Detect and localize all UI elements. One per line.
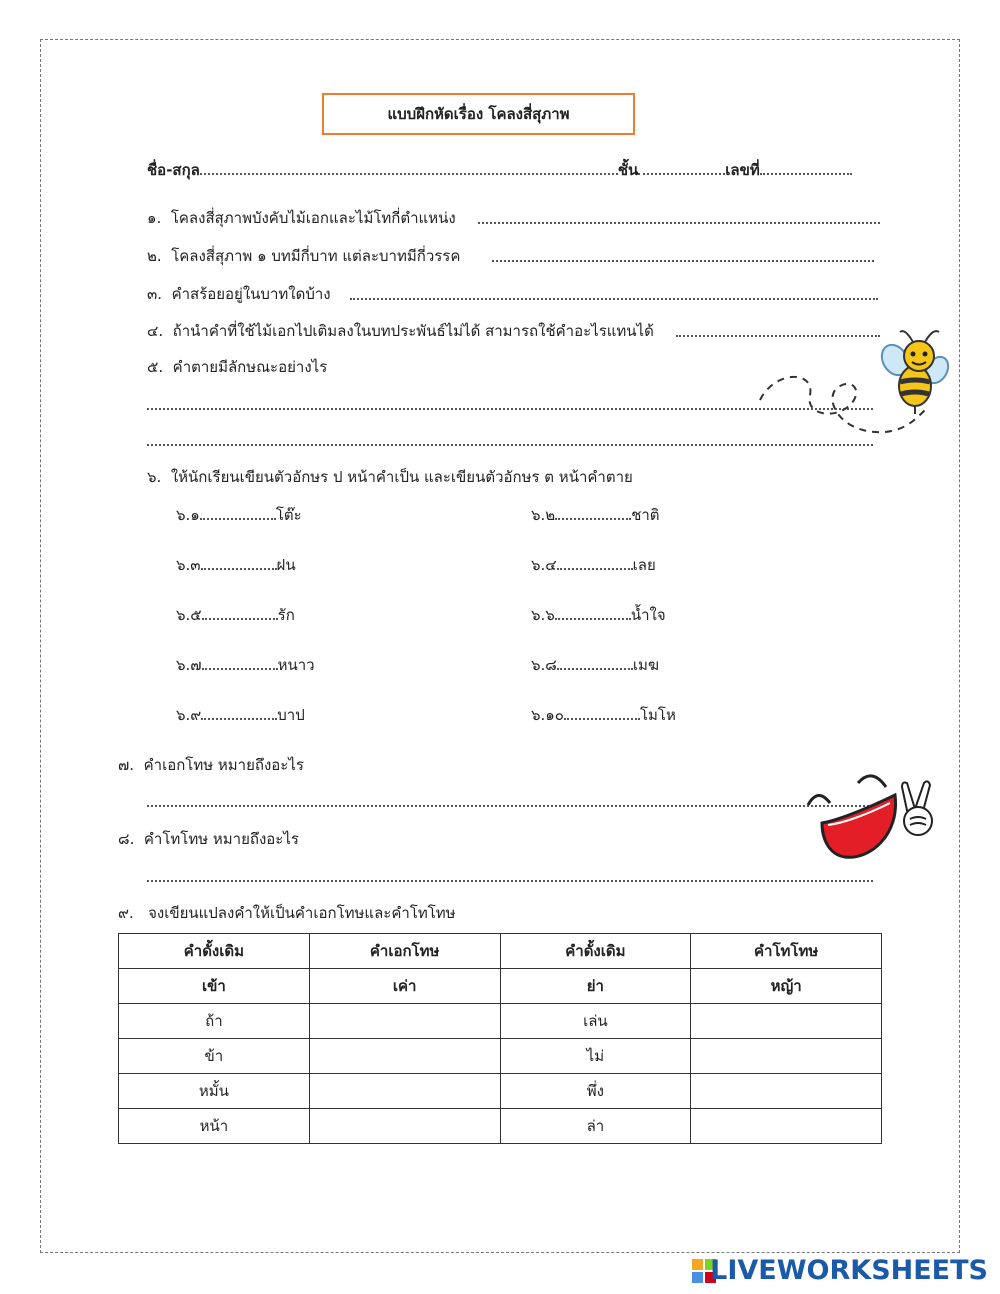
table-row bbox=[119, 1039, 882, 1074]
item-number: ๖.๑๐ bbox=[531, 706, 564, 724]
question-number: ๒. bbox=[147, 247, 162, 265]
answer-line-7[interactable] bbox=[147, 805, 873, 807]
question-text: ถ้านำคำที่ใช้ไม้เอกไปเติมลงในบทประพันธ์ไม่ได้ สามารถใช้คำอะไรแทนได้ bbox=[172, 322, 654, 340]
answer-cell[interactable] bbox=[691, 1039, 882, 1074]
question-text: คำสร้อยอยู่ในบาทใดบ้าง bbox=[171, 285, 331, 303]
class-field[interactable] bbox=[638, 159, 725, 175]
answer-line-2[interactable] bbox=[492, 260, 874, 262]
question-6 bbox=[147, 466, 633, 488]
item-number: ๖.๖ bbox=[531, 606, 555, 624]
column-header: คำเอกโทษ bbox=[309, 934, 500, 969]
item-number: ๖.๓ bbox=[176, 556, 201, 574]
item-word: บาป bbox=[277, 706, 305, 724]
question-3 bbox=[147, 283, 331, 305]
question-number: ๗. bbox=[118, 756, 135, 774]
question-7 bbox=[118, 754, 304, 776]
item-number: ๖.๔ bbox=[531, 556, 557, 574]
item-word: น้ำใจ bbox=[630, 606, 666, 624]
answer-cell[interactable] bbox=[309, 1004, 500, 1039]
table-cell: เข้า bbox=[119, 969, 310, 1004]
answer-cell[interactable] bbox=[691, 1109, 882, 1144]
question-number: ๙. bbox=[118, 904, 134, 922]
table-row bbox=[119, 1109, 882, 1144]
item-number: ๖.๘ bbox=[531, 656, 557, 674]
question-8 bbox=[118, 828, 299, 850]
item-number: ๖.๗ bbox=[176, 656, 202, 674]
table-header-row bbox=[119, 934, 882, 969]
question-2 bbox=[147, 245, 460, 267]
question-5 bbox=[147, 356, 327, 378]
question-text: ให้นักเรียนเขียนตัวอักษร ป หน้าคำเป็น และเขียนตัวอักษร ต หน้าคำตาย bbox=[170, 468, 633, 486]
item-word: เมฆ bbox=[632, 656, 660, 674]
bee-icon bbox=[755, 320, 955, 445]
question-text: โคลงสี่สุภาพบังคับไม้เอกและไม้โทกี่ตำแหน่ง bbox=[170, 209, 456, 227]
answer-cell[interactable] bbox=[309, 1109, 500, 1144]
liveworksheets-brand: LIVEWORKSHEETS bbox=[710, 1255, 988, 1286]
item-number: ๖.๕ bbox=[176, 606, 202, 624]
table-row bbox=[119, 1004, 882, 1039]
answer-line-1[interactable] bbox=[478, 222, 880, 224]
worksheet-title: แบบฝึกหัดเรื่อง โคลงสี่สุภาพ bbox=[322, 93, 635, 135]
table-cell: เล่น bbox=[500, 1004, 691, 1039]
item-word: เลย bbox=[632, 556, 656, 574]
question-number: ๓. bbox=[147, 285, 163, 303]
column-header: คำดั้งเดิม bbox=[119, 934, 310, 969]
number-label: เลขที่ bbox=[725, 161, 760, 179]
number-field[interactable] bbox=[760, 159, 852, 175]
table-example-row bbox=[119, 969, 882, 1004]
answer-line-8[interactable] bbox=[147, 880, 873, 882]
smiley-face-icon bbox=[800, 765, 945, 865]
item-word: โมโห bbox=[639, 706, 676, 724]
answer-cell[interactable] bbox=[309, 1039, 500, 1074]
answer-line-3[interactable] bbox=[350, 298, 878, 300]
table-cell: ถ้า bbox=[119, 1004, 310, 1039]
question-text: โคลงสี่สุภาพ ๑ บทมีกี่บาท แต่ละบาทมีกี่วรรค bbox=[171, 247, 461, 265]
question-number: ๖. bbox=[147, 468, 162, 486]
q6-answer-blank[interactable] bbox=[555, 604, 631, 620]
answer-cell[interactable] bbox=[691, 1074, 882, 1109]
q6-answer-blank[interactable] bbox=[202, 604, 278, 620]
q6-answer-blank[interactable] bbox=[564, 704, 640, 720]
table-row bbox=[119, 1074, 882, 1109]
table-cell: เค่า bbox=[309, 969, 500, 1004]
name-field[interactable] bbox=[200, 159, 618, 175]
q6-answer-blank[interactable] bbox=[200, 504, 276, 520]
q6-item bbox=[176, 504, 302, 526]
column-header: คำดั้งเดิม bbox=[500, 934, 691, 969]
answer-cell[interactable] bbox=[691, 1004, 882, 1039]
q6-answer-blank[interactable] bbox=[557, 554, 633, 570]
question-number: ๕. bbox=[147, 358, 164, 376]
q6-answer-blank[interactable] bbox=[202, 654, 278, 670]
question-text: คำโทโทษ หมายถึงอะไร bbox=[143, 830, 299, 848]
table-cell: ล่า bbox=[500, 1109, 691, 1144]
q6-item bbox=[531, 554, 656, 576]
item-word: โต๊ะ bbox=[275, 506, 302, 524]
question-number: ๔. bbox=[147, 322, 164, 340]
table-cell: พึ่ง bbox=[500, 1074, 691, 1109]
table-cell: ย่า bbox=[500, 969, 691, 1004]
word-conversion-table bbox=[118, 933, 882, 1144]
q6-answer-blank[interactable] bbox=[201, 554, 277, 570]
table-cell: หญ้า bbox=[691, 969, 882, 1004]
question-number: ๘. bbox=[118, 830, 135, 848]
q6-answer-blank[interactable] bbox=[557, 654, 633, 670]
item-number: ๖.๒ bbox=[531, 506, 556, 524]
question-text: จงเขียนแปลงคำให้เป็นคำเอกโทษและคำโทโทษ bbox=[148, 904, 456, 922]
q6-item bbox=[176, 554, 296, 576]
q6-item bbox=[176, 704, 305, 726]
q6-answer-blank[interactable] bbox=[201, 704, 277, 720]
item-word: หนาว bbox=[277, 656, 315, 674]
question-1 bbox=[147, 207, 456, 229]
q6-item bbox=[531, 604, 666, 626]
student-info-row bbox=[147, 159, 852, 181]
table-cell: ข้า bbox=[119, 1039, 310, 1074]
table-cell: ไม่ bbox=[500, 1039, 691, 1074]
q6-item bbox=[531, 504, 660, 526]
question-4 bbox=[147, 320, 654, 342]
question-number: ๑. bbox=[147, 209, 162, 227]
table-cell: หน้า bbox=[119, 1109, 310, 1144]
q6-item bbox=[176, 654, 315, 676]
table-cell: หมั้น bbox=[119, 1074, 310, 1109]
q6-answer-blank[interactable] bbox=[555, 504, 631, 520]
item-word: ฝน bbox=[276, 556, 296, 574]
q6-item bbox=[531, 654, 659, 676]
question-text: คำตายมีลักษณะอย่างไร bbox=[172, 358, 328, 376]
name-label: ชื่อ-สกุล bbox=[147, 161, 200, 179]
item-number: ๖.๑ bbox=[176, 506, 200, 524]
column-header: คำโทโทษ bbox=[691, 934, 882, 969]
item-word: รัก bbox=[277, 606, 295, 624]
question-text: คำเอกโทษ หมายถึงอะไร bbox=[143, 756, 304, 774]
answer-cell[interactable] bbox=[309, 1074, 500, 1109]
item-number: ๖.๙ bbox=[176, 706, 202, 724]
class-label: ชั้น bbox=[617, 161, 639, 179]
q6-item bbox=[531, 704, 676, 726]
q6-item bbox=[176, 604, 295, 626]
item-word: ชาติ bbox=[631, 506, 660, 524]
question-9 bbox=[118, 902, 456, 924]
